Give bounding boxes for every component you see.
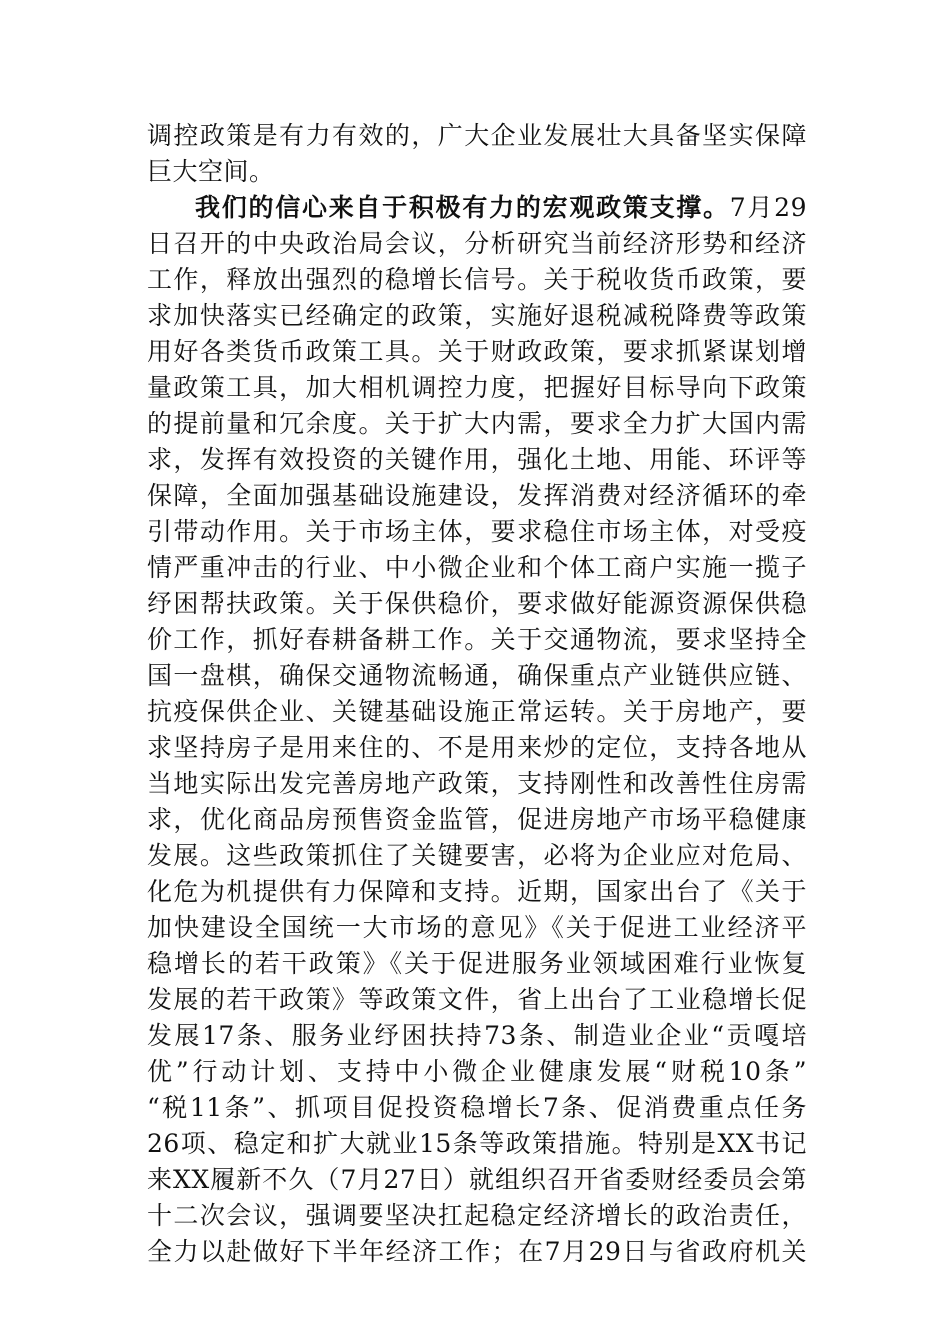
text-line: 发展。这些政策抓住了关键要害，必将为企业应对危局、 [147, 841, 807, 870]
body-text [147, 118, 807, 1270]
text-line: 求坚持房子是用来住的、不是用来炒的定位，支持各地从 [147, 733, 807, 762]
text-line: 国一盘棋，确保交通物流畅通，确保重点产业链供应链、 [147, 661, 807, 690]
text-line: 价工作，抓好春耕备耕工作。关于交通物流，要求坚持全 [147, 625, 807, 654]
paragraph-lead-bold: 我们的信心来自于积极有力的宏观政策支撑。 [195, 193, 730, 222]
text-line: 发展的若干政策》等政策文件，省上出台了工业稳增长促 [147, 985, 807, 1014]
text-line: 当地实际出发完善房地产政策，支持刚性和改善性住房需 [147, 769, 807, 798]
text-line: 工作，释放出强烈的稳增长信号。关于税收货币政策，要 [147, 265, 807, 294]
text-line: 26项、稳定和扩大就业15条等政策措施。特别是XX书记 [147, 1129, 807, 1158]
text-line: 日召开的中央政治局会议，分析研究当前经济形势和经济 [147, 229, 807, 258]
text-line: 发展17条、服务业纾困扶持73条、制造业企业“贡嘎培 [147, 1021, 807, 1050]
text-line: 来XX履新不久（7月27日）就组织召开省委财经委员会第 [147, 1165, 807, 1194]
text-line: 量政策工具，加大相机调控力度，把握好目标导向下政策 [147, 373, 807, 402]
text-line: 十二次会议，强调要坚决扛起稳定经济增长的政治责任， [147, 1201, 807, 1230]
text-line: 优”行动计划、支持中小微企业健康发展“财税10条” [147, 1057, 807, 1086]
text-line: 稳增长的若干政策》《关于促进服务业领域困难行业恢复 [147, 949, 807, 978]
text-line: 用好各类货币政策工具。关于财政政策，要求抓紧谋划增 [147, 337, 807, 366]
paragraph-1 [147, 118, 807, 190]
paragraph-lead-rest: 7月29 [729, 193, 807, 222]
text-line: 保障，全面加强基础设施建设，发挥消费对经济循环的牵 [147, 481, 807, 510]
text-line: 的提前量和冗余度。关于扩大内需，要求全力扩大国内需 [147, 409, 807, 438]
text-line: 调控政策是有力有效的，广大企业发展壮大具备坚实保障 [147, 121, 807, 150]
text-line: 全力以赴做好下半年经济工作；在7月29日与省政府机关 [147, 1237, 807, 1266]
text-line: 巨大空间。 [147, 157, 275, 186]
text-line: 抗疫保供企业、关键基础设施正常运转。关于房地产，要 [147, 697, 807, 726]
text-line: 求，发挥有效投资的关键作用，强化土地、用能、环评等 [147, 445, 807, 474]
text-line: 纾困帮扶政策。关于保供稳价，要求做好能源资源保供稳 [147, 589, 807, 618]
text-line: 加快建设全国统一大市场的意见》《关于促进工业经济平 [147, 913, 807, 942]
text-line: 情严重冲击的行业、中小微企业和个体工商户实施一揽子 [147, 553, 807, 582]
text-line: 化危为机提供有力保障和支持。近期，国家出台了《关于 [147, 877, 807, 906]
text-line: 引带动作用。关于市场主体，要求稳住市场主体，对受疫 [147, 517, 807, 546]
text-line: 求加快落实已经确定的政策，实施好退税减税降费等政策 [147, 301, 807, 330]
text-line: 求，优化商品房预售资金监管，促进房地产市场平稳健康 [147, 805, 807, 834]
text-line: “税11条”、抓项目促投资稳增长7条、促消费重点任务 [147, 1093, 807, 1122]
paragraph-2 [147, 190, 807, 1270]
paragraph-lead-line [147, 190, 807, 226]
